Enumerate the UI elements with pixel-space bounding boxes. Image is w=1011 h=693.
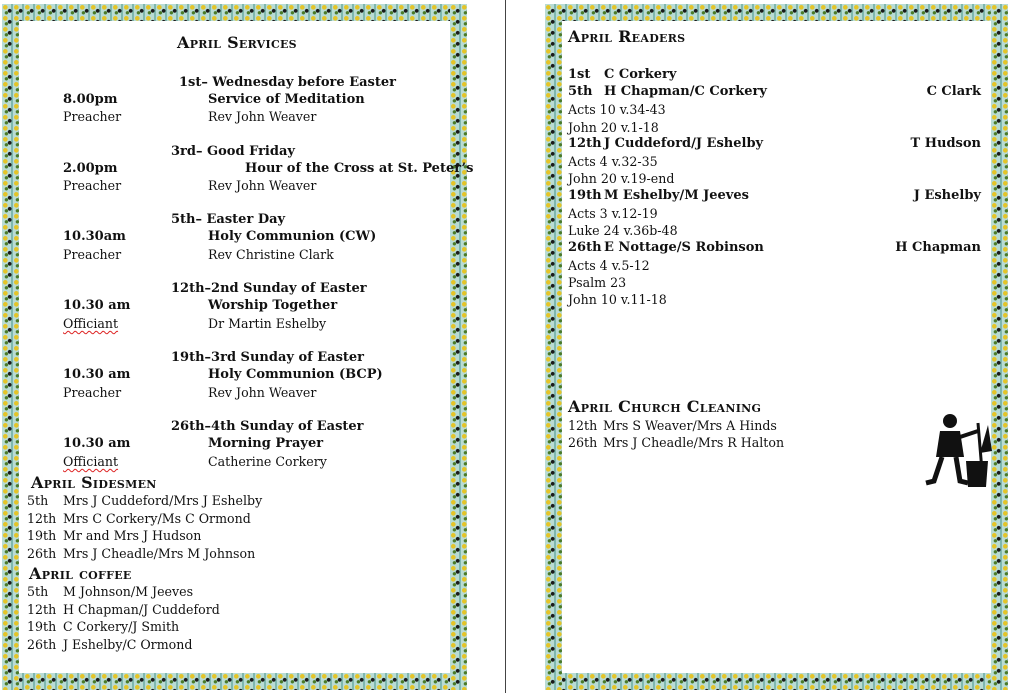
- intercessor-name: J Eshelby: [913, 188, 981, 203]
- decorative-border-left: [545, 4, 562, 690]
- reader-day: 1st: [568, 67, 591, 82]
- sidesmen-names: Mrs C Corkery/Ms C Ormond: [63, 511, 251, 526]
- reading-ref: Acts 4 v.5-12: [568, 258, 650, 273]
- service-name: Worship Together: [208, 298, 338, 313]
- sidesmen-names: Mrs J Cuddeford/Mrs J Eshelby: [63, 493, 263, 508]
- coffee-names: C Corkery/J Smith: [63, 619, 180, 634]
- service-time: 8.00pm: [63, 92, 118, 107]
- sidesmen-day: 26th: [27, 546, 57, 561]
- reader-names: J Cuddeford/J Eshelby: [604, 136, 764, 151]
- service-person: Catherine Corkery: [208, 454, 327, 469]
- sidesmen-names: Mrs J Cheadle/Mrs M Johnson: [63, 546, 256, 561]
- right-page-content: [562, 21, 991, 673]
- left-page: [2, 4, 474, 690]
- service-role: Preacher: [63, 247, 122, 262]
- service-time: 10.30 am: [63, 436, 131, 451]
- coffee-heading: April coffee: [29, 564, 132, 583]
- service-date: 26th–4th Sunday of Easter: [171, 419, 364, 434]
- service-name: Morning Prayer: [208, 436, 324, 451]
- cleaning-heading: April Church Cleaning: [568, 397, 762, 416]
- reader-names: E Nottage/S Robinson: [604, 240, 764, 255]
- left-page-content: [19, 21, 474, 673]
- service-role: Preacher: [63, 109, 122, 124]
- service-role: Officiant: [63, 454, 119, 469]
- decorative-border-left: [2, 4, 19, 690]
- decorative-border-right: [450, 4, 467, 690]
- page-divider: [505, 0, 506, 693]
- reader-names: C Corkery: [604, 67, 677, 82]
- readers-heading: April Readers: [568, 27, 686, 46]
- service-time: 10.30 am: [63, 298, 131, 313]
- service-time: 10.30am: [63, 229, 126, 244]
- reading-ref: Acts 4 v.32-35: [568, 154, 658, 169]
- reading-ref: Psalm 23: [568, 275, 627, 290]
- reader-names: H Chapman/C Corkery: [604, 84, 767, 99]
- decorative-border-top: [545, 4, 1008, 21]
- cleaning-names: Mrs S Weaver/Mrs A Hinds: [603, 418, 777, 433]
- reading-ref: Luke 24 v.36b-48: [568, 223, 678, 238]
- service-person: Dr Martin Eshelby: [208, 316, 327, 331]
- service-role: Preacher: [63, 178, 122, 193]
- service-name: Holy Communion (BCP): [208, 367, 383, 382]
- intercessor-name: T Hudson: [910, 136, 981, 151]
- coffee-names: J Eshelby/C Ormond: [63, 637, 193, 652]
- reading-ref: John 20 v.19-end: [568, 171, 675, 186]
- reading-ref: John 20 v.1-18: [568, 120, 659, 135]
- cleaning-day: 26th: [568, 435, 598, 450]
- service-name: Holy Communion (CW): [208, 229, 377, 244]
- coffee-day: 5th: [27, 584, 49, 599]
- sidesmen-names: Mr and Mrs J Hudson: [63, 528, 202, 543]
- service-name: Hour of the Cross at St. Peter’s: [245, 161, 474, 176]
- intercessor-name: C Clark: [926, 84, 981, 99]
- intercessor-name: H Chapman: [895, 240, 981, 255]
- service-date: 3rd– Good Friday: [171, 144, 295, 159]
- sidesmen-day: 5th: [27, 493, 49, 508]
- service-person: Rev John Weaver: [208, 109, 317, 124]
- decorative-border-bottom: [2, 673, 467, 690]
- decorative-border-top: [2, 4, 467, 21]
- cleaner-with-broom-and-bucket-icon: [922, 411, 994, 489]
- services-heading: April Services: [177, 33, 297, 52]
- sidesmen-heading: April Sidesmen: [31, 473, 157, 492]
- service-person: Rev Christine Clark: [208, 247, 334, 262]
- reader-day: 12th: [568, 136, 602, 151]
- coffee-day: 19th: [27, 619, 57, 634]
- service-time: 10.30 am: [63, 367, 131, 382]
- reading-ref: Acts 10 v.34-43: [568, 102, 666, 117]
- cleaning-names: Mrs J Cheadle/Mrs R Halton: [603, 435, 785, 450]
- service-time: 2.00pm: [63, 161, 118, 176]
- coffee-day: 12th: [27, 602, 57, 617]
- coffee-names: H Chapman/J Cuddeford: [63, 602, 220, 617]
- reader-names: M Eshelby/M Jeeves: [604, 188, 749, 203]
- coffee-day: 26th: [27, 637, 57, 652]
- service-person: Rev John Weaver: [208, 385, 317, 400]
- service-name: Service of Meditation: [208, 92, 365, 107]
- service-role: Preacher: [63, 385, 122, 400]
- decorative-border-right: [991, 4, 1008, 690]
- right-page: [545, 4, 1008, 690]
- sidesmen-day: 12th: [27, 511, 57, 526]
- coffee-names: M Johnson/M Jeeves: [63, 584, 194, 599]
- reader-day: 5th: [568, 84, 593, 99]
- service-role: Officiant: [63, 316, 119, 331]
- reading-ref: Acts 3 v.12-19: [568, 206, 658, 221]
- service-date: 12th–2nd Sunday of Easter: [171, 281, 367, 296]
- decorative-border-bottom: [545, 673, 1008, 690]
- reader-day: 19th: [568, 188, 602, 203]
- service-date: 19th–3rd Sunday of Easter: [171, 350, 365, 365]
- sidesmen-day: 19th: [27, 528, 57, 543]
- reading-ref: John 10 v.11-18: [568, 292, 667, 307]
- service-date: 1st– Wednesday before Easter: [179, 75, 396, 90]
- service-person: Rev John Weaver: [208, 178, 317, 193]
- cleaning-day: 12th: [568, 418, 598, 433]
- service-date: 5th– Easter Day: [171, 212, 286, 227]
- reader-day: 26th: [568, 240, 602, 255]
